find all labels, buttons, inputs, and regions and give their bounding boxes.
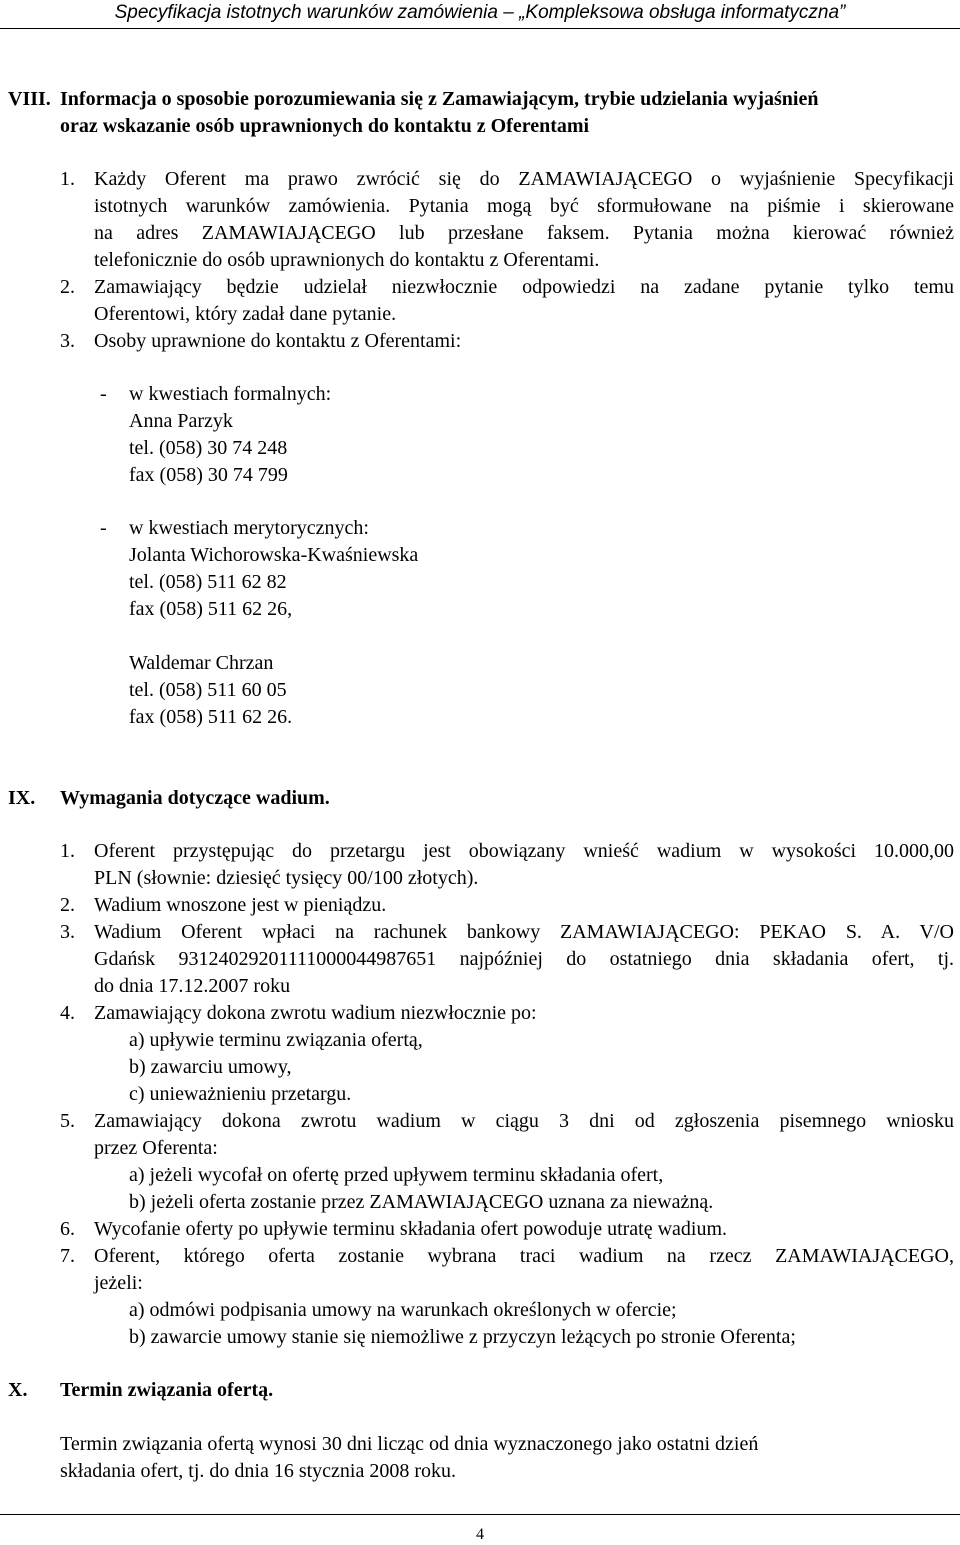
merit-contact2-tel: tel. (058) 511 60 05 (129, 679, 287, 701)
formal-dash: - (100, 383, 107, 405)
formal-label: w kwestiach formalnych: (129, 383, 332, 405)
header-rule (0, 28, 960, 29)
s8-item2-number: 2. (60, 276, 75, 298)
s9-item7-sub-b: b) zawarcie umowy stanie się niemożliwe z przyczyn leżących po stronie Oferenta; (129, 1326, 796, 1348)
s9-item1-number: 1. (60, 840, 75, 862)
section-8-title-line2: oraz wskazanie osób uprawnionych do kontaktu z Oferentami (60, 115, 590, 137)
section-8-number: VIII. (8, 88, 51, 110)
footer-rule (0, 1514, 960, 1515)
s9-item4-sub-c: c) unieważnieniu przetargu. (129, 1083, 352, 1105)
s9-item1-line1: Oferent przystępując do przetargu jest obowiązany wnieść wadium w wysokości 10.000,00 (94, 840, 954, 862)
s8-item1-line3: na adres ZAMAWIAJĄCEGO lub przesłane faksem. Pytania można kierować również (94, 222, 954, 244)
s9-item4-sub-b: b) zawarciu umowy, (129, 1056, 292, 1078)
s9-item3-line1: Wadium Oferent wpłaci na rachunek bankowy ZAMAWIAJĄCEGO: PEKAO S. A. V/O (94, 921, 954, 943)
section-9-title: Wymagania dotyczące wadium. (60, 787, 330, 809)
s9-item3-line3: do dnia 17.12.2007 roku (94, 975, 291, 997)
section-10-title: Termin związania ofertą. (60, 1379, 274, 1401)
section-9-number: IX. (8, 787, 36, 809)
merit-contact1-tel: tel. (058) 511 62 82 (129, 571, 287, 593)
merit-contact2-fax: fax (058) 511 62 26. (129, 706, 293, 728)
s9-item5-number: 5. (60, 1110, 75, 1132)
section-10-number: X. (8, 1379, 28, 1401)
s9-item5-line1: Zamawiający dokona zwrotu wadium w ciągu 3 dni od zgłoszenia pisemnego wniosku (94, 1110, 954, 1132)
s8-item1-line4: telefonicznie do osób uprawnionych do kontaktu z Oferentami. (94, 249, 600, 271)
section-8-title-line1: Informacja o sposobie porozumiewania się z Zamawiającym, trybie udzielania wyjaśnień (60, 88, 819, 110)
s10-line1: Termin związania ofertą wynosi 30 dni licząc od dnia wyznaczonego jako ostatni dzień (60, 1433, 759, 1455)
s9-item5-line2: przez Oferenta: (94, 1137, 218, 1159)
merit-label: w kwestiach merytorycznych: (129, 517, 369, 539)
formal-contact-name: Anna Parzyk (129, 410, 233, 432)
s8-item1-line2: istotnych warunków zamówienia. Pytania mogą być sformułowane na piśmie i skierowane (94, 195, 954, 217)
s9-item6-line1: Wycofanie oferty po upływie terminu składania ofert powoduje utratę wadium. (94, 1218, 728, 1240)
merit-dash: - (100, 517, 107, 539)
page-number: 4 (476, 1526, 484, 1543)
s8-item2-line1: Zamawiający będzie udzielał niezwłocznie odpowiedzi na zadane pytanie tylko temu (94, 276, 954, 298)
s9-item7-number: 7. (60, 1245, 75, 1267)
s9-item4-number: 4. (60, 1002, 75, 1024)
s9-item1-line2: PLN (słownie: dziesięć tysięcy 00/100 złotych). (94, 867, 479, 889)
s9-item5-sub-b: b) jeżeli oferta zostanie przez ZAMAWIAJĄCEGO uznana za nieważną. (129, 1191, 714, 1213)
page-header: Specyfikacja istotnych warunków zamówienia – „Kompleksowa obsługa informatyczna” (114, 2, 846, 23)
s9-item7-line1: Oferent, którego oferta zostanie wybrana traci wadium na rzecz ZAMAWIAJĄCEGO, (94, 1245, 954, 1267)
s10-line2: składania ofert, tj. do dnia 16 stycznia 2008 roku. (60, 1460, 457, 1482)
s9-item2-line1: Wadium wnoszone jest w pieniądzu. (94, 894, 387, 916)
s9-item4-sub-a: a) upływie terminu związania ofertą, (129, 1029, 423, 1051)
s9-item2-number: 2. (60, 894, 75, 916)
s9-item3-number: 3. (60, 921, 75, 943)
merit-contact1-name: Jolanta Wichorowska-Kwaśniewska (129, 544, 419, 566)
s9-item7-line2: jeżeli: (94, 1272, 143, 1294)
s8-item1-line1: Każdy Oferent ma prawo zwrócić się do ZAMAWIAJĄCEGO o wyjaśnienie Specyfikacji (94, 168, 954, 190)
s9-item6-number: 6. (60, 1218, 75, 1240)
s8-item3-number: 3. (60, 330, 75, 352)
s9-item4-line1: Zamawiający dokona zwrotu wadium niezwłocznie po: (94, 1002, 537, 1024)
s8-item2-line2: Oferentowi, który zadał dane pytanie. (94, 303, 397, 325)
s8-item3-line1: Osoby uprawnione do kontaktu z Oferentami: (94, 330, 462, 352)
merit-contact1-fax: fax (058) 511 62 26, (129, 598, 293, 620)
s8-item1-number: 1. (60, 168, 75, 190)
s9-item5-sub-a: a) jeżeli wycofał on ofertę przed upływem terminu składania ofert, (129, 1164, 664, 1186)
s9-item7-sub-a: a) odmówi podpisania umowy na warunkach określonych w ofercie; (129, 1299, 677, 1321)
formal-contact-tel: tel. (058) 30 74 248 (129, 437, 288, 459)
s9-item3-line2: Gdańsk 93124029201111000044987651 najpóźniej do ostatniego dnia składania ofert, tj. (94, 948, 954, 970)
merit-contact2-name: Waldemar Chrzan (129, 652, 274, 674)
formal-contact-fax: fax (058) 30 74 799 (129, 464, 288, 486)
